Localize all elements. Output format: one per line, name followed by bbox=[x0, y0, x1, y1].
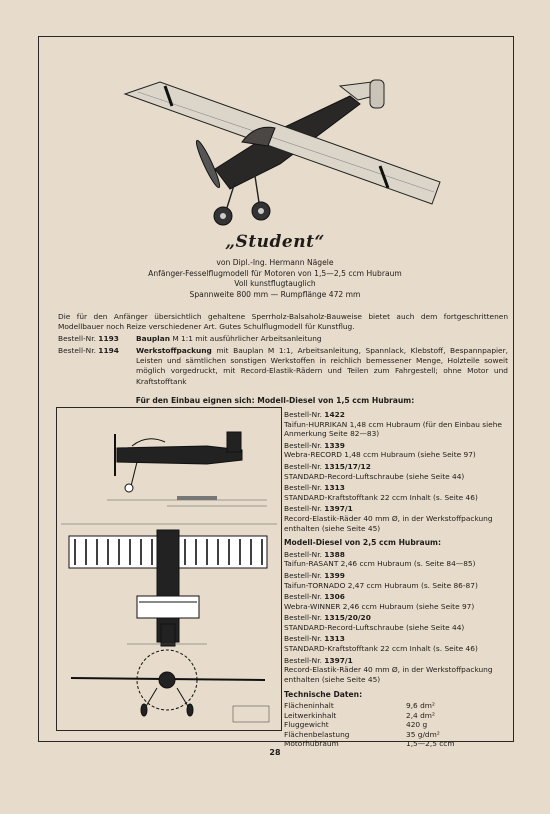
list-item: Bestell-Nr. 1315/20/20 STANDARD-Record-Luftschraube (siehe Seite 44) bbox=[284, 613, 465, 632]
list-item: Bestell-Nr. 1313 STANDARD-Kraftstofftank 22 ccm Inhalt (s. Seite 46) bbox=[284, 483, 478, 502]
list-item: Bestell-Nr. 1397/1 Record-Elastik-Räder 40 mm Ø, in der Werkstoffpackung enthalten (siehe Seite 45) bbox=[284, 504, 493, 533]
model-title: „Student“ bbox=[225, 232, 325, 252]
tech-row: Flächeninhalt 9,6 dm² bbox=[284, 701, 435, 711]
section-heading: Modell-Diesel von 2,5 ccm Hubraum: bbox=[284, 538, 441, 548]
info-line: von Dipl.-Ing. Hermann Nägele bbox=[216, 258, 334, 267]
list-item: Bestell-Nr. 1313 STANDARD-Kraftstofftank 22 ccm Inhalt (s. Seite 46) bbox=[284, 634, 478, 654]
tech-row: Leitwerkinhalt 2,4 dm² bbox=[284, 710, 435, 720]
technical-data bbox=[284, 690, 510, 749]
list-item: Bestell-Nr. 1399 Taifun-TORNADO 2,47 ccm Hubraum (s. Seite 86-87) bbox=[284, 570, 478, 590]
info-line: Spannweite 800 mm — Rumpflänge 472 mm bbox=[189, 289, 361, 299]
engine-list bbox=[284, 410, 510, 749]
page-number: 28 bbox=[269, 748, 281, 757]
list-item: Bestell-Nr. 1388 Taifun-RASANT 2,46 ccm Hubraum (s. Seite 84—85) bbox=[284, 549, 476, 569]
info-line: Anfänger-Fesselflugmodell für Motoren von 1,5—2,5 ccm Hubraum bbox=[148, 268, 402, 278]
model-info bbox=[0, 258, 550, 300]
description: Die für den Anfänger übersichtlich gehaltene Sperrholz-Balsaholz-Bauweise bietet auch dem fortgeschrittenen Modellbauer noch Reize verschiedener Art. Gutes Schulflugmodell für Kunstflug. bbox=[58, 312, 508, 332]
list-item: Bestell-Nr. 1315/17/12 STANDARD-Record-Luftschraube (siehe Seite 44) bbox=[284, 461, 465, 481]
list-item: Bestell-Nr. 1422 Taifun-HURRIKAN 1,48 ccm Hubraum (für den Einbau siehe Anmerkung Seite 82—83) bbox=[284, 410, 502, 439]
order-line: Bestell-Nr. 1193 Bauplan M 1:1 mit ausführlicher Arbeitsanleitung bbox=[58, 334, 322, 343]
tech-row: Flächenbelastung 35 g/dm² bbox=[284, 729, 440, 739]
list-item: Bestell-Nr. 1306 Webra-WINNER 2,46 ccm Hubraum (siehe Seite 97) bbox=[284, 592, 475, 611]
list-item: Bestell-Nr. 1397/1 Record-Elastik-Räder 40 mm Ø, in der Werkstoffpackung enthalten (siehe Seite 45) bbox=[284, 655, 493, 684]
list-item: Bestell-Nr. 1339 Webra-RECORD 1,48 ccm Hubraum (siehe Seite 97) bbox=[284, 440, 476, 460]
technical-drawing bbox=[56, 407, 282, 731]
order-line: Bestell-Nr. 1194 Werkstoffpackung mit Bauplan M 1:1, Arbeitsanleitung, Spannlack, Klebstoff, Bespannpapier, Leisten und sämtlichen sonstigen Werkstoffen in reichlich bemessener Menge, Holzteile soweit möglich vorgedruckt, mit Record-Elastik-Rädern und Teilen zum Fahrgestell; ohne Motor und Kraftstofftank bbox=[58, 346, 508, 386]
info-line: Voll kunstflugtauglich bbox=[234, 279, 316, 289]
airplane-illustration bbox=[120, 64, 450, 234]
suitable-engines-heading: Für den Einbau eignen sich: Modell-Diesel von 1,5 ccm Hubraum: bbox=[135, 396, 415, 405]
tech-row: Motorhubraum 1,5—2,5 ccm bbox=[284, 739, 455, 749]
technical-data-heading: Technische Daten: bbox=[284, 690, 363, 700]
tech-row: Fluggewicht 420 g bbox=[284, 720, 428, 730]
